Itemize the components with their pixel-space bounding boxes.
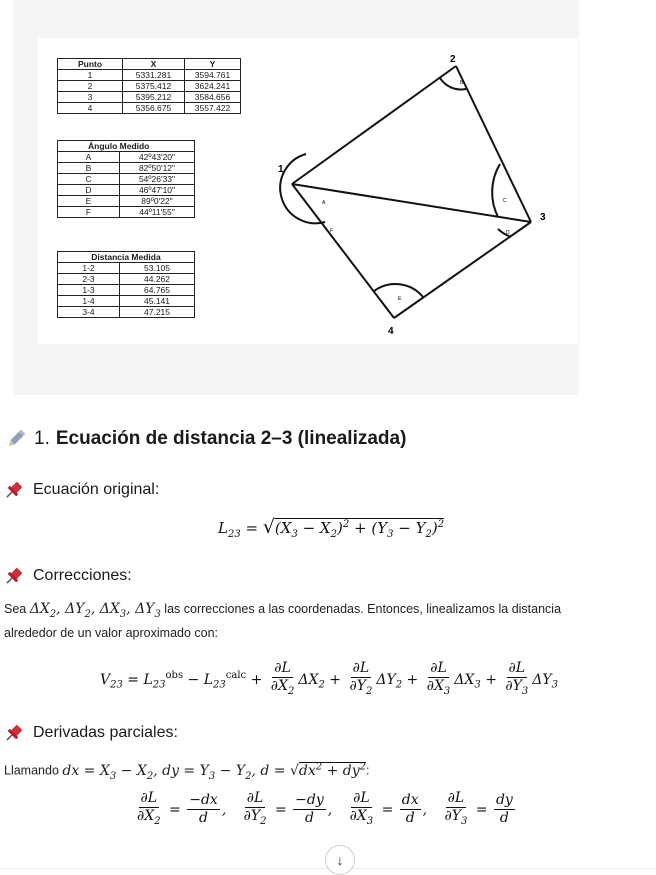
table-header: Punto (58, 59, 123, 70)
side-1-2 (292, 66, 456, 184)
table-header: X (123, 59, 185, 70)
subheading-text: Correcciones: (33, 567, 132, 584)
table-row (58, 152, 195, 163)
distances-table (57, 251, 195, 318)
table-cell: 5356.675 (123, 103, 185, 114)
table-row (58, 185, 195, 196)
paragraph-text: las correcciones a las coordenadas. Entonces, linealizamos la distancia (160, 602, 562, 616)
pushpin-icon (4, 723, 24, 743)
table-row (58, 296, 195, 307)
table-row (58, 207, 195, 218)
table-row (58, 307, 195, 318)
equation-linearized: $V_{23} = L_{23}^{obs} - L_{23}^{calc}$ + $\frac{\partial L}{\partial X_2}$ $\Delta X_2$ + $\frac{\partial L}{\partial Y_2}$ $\Delta Y_2$ + $\frac{\partial L}{\partial X_3}$ $\Delta X_3$ + $\frac{\partial L}{\partial Y_3}$ $\Delta Y_3$ (100, 660, 558, 697)
table-row (58, 92, 241, 103)
subheading-text: Ecuación original: (33, 481, 160, 498)
pushpin-icon (4, 480, 24, 500)
angle-label: E (398, 296, 402, 302)
quadrilateral-figure (270, 54, 560, 344)
angle-label: F (330, 228, 334, 234)
table-cell: A (58, 152, 120, 163)
table-header: Y (185, 59, 241, 70)
subheading-text: Derivadas parciales: (33, 724, 178, 741)
table-cell: 3557.422 (185, 103, 241, 114)
table-cell: 44.262 (120, 274, 195, 285)
table-cell: 54º26'33" (120, 174, 195, 185)
table-cell: 2-3 (58, 274, 120, 285)
table-cell: D (58, 185, 120, 196)
table-row (58, 196, 195, 207)
table-cell: E (58, 196, 120, 207)
table-header: Distancia Medida (58, 252, 195, 263)
table-cell: C (58, 174, 120, 185)
table-cell: 1-3 (58, 285, 120, 296)
coordinates-table (57, 58, 241, 114)
table-cell: 47.215 (120, 307, 195, 318)
angle-label: A (322, 200, 326, 206)
section-title: Ecuación de distancia 2–3 (linealizada) (55, 428, 407, 449)
table-cell: 3-4 (58, 307, 120, 318)
table-cell: 45.141 (120, 296, 195, 307)
table-cell: B (58, 163, 120, 174)
equation-derivatives: $\frac{\partial L}{\partial X_2}$ = $\frac{-dx}{d}$ , $\frac{\partial L}{\partial Y_2}$ = $\frac{-dy}{d}$ , $\frac{\partial L}{\partial X_3}$ = $\frac{dx}{d}$ , $\frac{\partial L}{\partial Y_3}$ = $\frac{dy}{d}$ (137, 790, 513, 827)
table-row (58, 163, 195, 174)
point-label: 2 (450, 54, 456, 65)
table-cell: 3624.241 (185, 81, 241, 92)
table-row (58, 103, 241, 114)
table-cell: 53.105 (120, 263, 195, 274)
angle-label: C (503, 198, 507, 204)
pushpin-icon (4, 566, 24, 586)
angles-table (57, 140, 195, 218)
arrow-down-icon: ↓ (336, 852, 344, 868)
scroll-down-button[interactable] (325, 845, 355, 875)
table-cell: 1-4 (58, 296, 120, 307)
table-cell: 44º11'55" (120, 207, 195, 218)
table-row (58, 70, 241, 81)
angle-label: D (506, 230, 510, 236)
side-4-1 (292, 184, 394, 318)
diagonal-1-3 (292, 184, 531, 222)
pencil-icon (6, 429, 26, 449)
table-row (58, 81, 241, 92)
table-cell: 46º47'10" (120, 185, 195, 196)
angle-label: B (460, 80, 464, 86)
table-cell: 5331.281 (123, 70, 185, 81)
table-cell: 2 (58, 81, 123, 92)
table-cell: 3594.761 (185, 70, 241, 81)
equation-original: $L_{23} = √(X_3 - X_2)^2 + (Y_3 - Y_2)^2$ (218, 516, 445, 540)
table-cell: 42º43'20" (120, 152, 195, 163)
table-row (58, 263, 195, 274)
table-row (58, 285, 195, 296)
paragraph-text: Llamando (4, 763, 63, 778)
table-cell: 3584.656 (185, 92, 241, 103)
table-cell: 64.765 (120, 285, 195, 296)
table-cell: 5395.212 (123, 92, 185, 103)
table-row (58, 174, 195, 185)
table-cell: 89º0'22" (120, 196, 195, 207)
table-header: Ángulo Medido (58, 141, 195, 152)
section-number: 1. (34, 428, 50, 449)
paragraph-text: alrededor de un valor aproximado con: (4, 626, 219, 640)
table-cell: 5375.412 (123, 81, 185, 92)
table-cell: F (58, 207, 120, 218)
derivatives-paragraph: Llamando dx = $X_3 - X_2$, dy = $Y_3 - Y_2$, $d = √dx^2 + dy^2$: (4, 761, 370, 782)
subheading-original (4, 480, 159, 500)
corrections-paragraph: Sea $\Delta X_2$, $\Delta Y_2$, $\Delta X_3$, $\Delta Y_3$ las correcciones a las coordenadas. Entonces, linealizamos la distancia (4, 601, 562, 620)
table-cell: 82º50'12" (120, 163, 195, 174)
table-cell: 1-2 (58, 263, 120, 274)
subheading-corrections (4, 566, 132, 586)
paragraph-text: Sea (4, 602, 30, 616)
angle-arc (492, 164, 500, 217)
point-label: 4 (388, 326, 394, 337)
table-cell: 3 (58, 92, 123, 103)
table-row (58, 274, 195, 285)
subheading-derivatives (4, 723, 178, 743)
side-2-3 (456, 66, 531, 222)
section-heading (6, 428, 406, 450)
point-label: 3 (540, 212, 546, 223)
table-cell: 4 (58, 103, 123, 114)
point-label: 1 (278, 164, 284, 175)
table-cell: 1 (58, 70, 123, 81)
